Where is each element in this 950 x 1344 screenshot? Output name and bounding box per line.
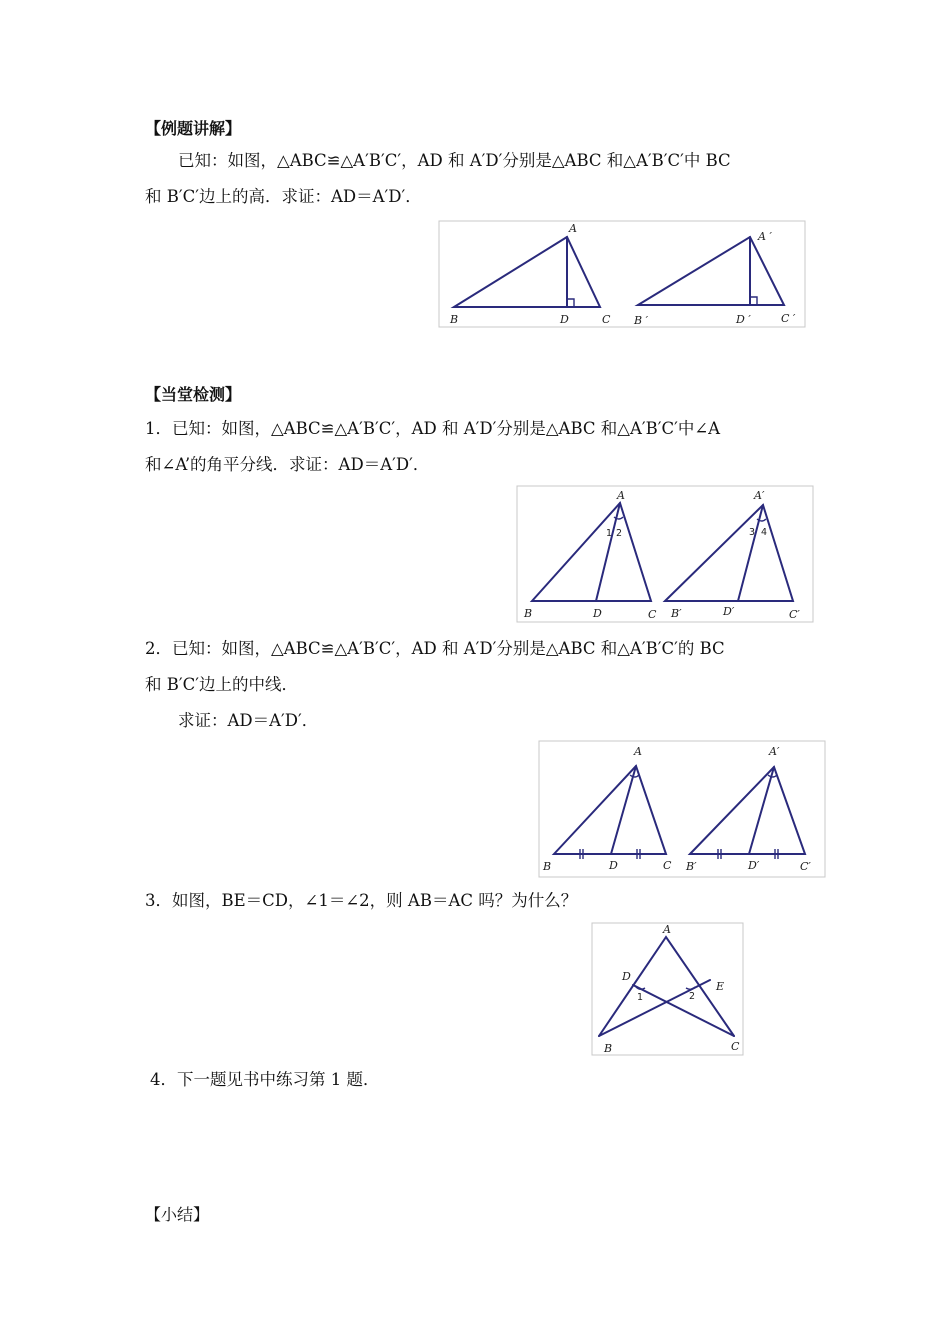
label-d: D bbox=[622, 970, 631, 983]
label-a-prime: A′ bbox=[769, 745, 780, 758]
label-c: C bbox=[663, 859, 672, 872]
label-d-prime: D′ bbox=[748, 859, 760, 872]
label-a: A bbox=[569, 222, 577, 235]
triangle-a2b2c2-bisector bbox=[665, 489, 800, 621]
label-c-prime: C ′ bbox=[781, 312, 796, 325]
label-b-prime: B ′ bbox=[634, 314, 649, 327]
angle-4: 4 bbox=[761, 527, 768, 538]
triangle-a2b2c2-median bbox=[685, 745, 811, 873]
q2-line2: 和 B′C′边上的中线． bbox=[145, 675, 298, 694]
label-e: E bbox=[716, 980, 725, 993]
angle-2: 2 bbox=[616, 528, 623, 539]
example-line2: 和 B′C′边上的高．求证：AD＝A′D′． bbox=[145, 187, 422, 206]
triangle-a2b2c2-altitude bbox=[633, 230, 796, 327]
label-b: B bbox=[543, 860, 552, 873]
triangle-abc-altitude bbox=[449, 222, 611, 326]
label-c: C bbox=[731, 1040, 740, 1053]
example-heading: 【例题讲解】 bbox=[145, 119, 242, 138]
label-d: D bbox=[609, 859, 618, 872]
label-a: A bbox=[617, 489, 625, 502]
q3-figure bbox=[591, 922, 746, 1058]
check-heading: 【当堂检测】 bbox=[145, 385, 242, 404]
q1-line2: 和∠A’的角平分线．求证：AD＝A′D′． bbox=[145, 455, 430, 474]
example-line1: 已知：如图，△ABC≌△A′B′C′，AD 和 A′D′分别是△ABC 和△A′B′C′中 BC bbox=[178, 151, 731, 170]
q2-line1: 2．已知：如图，△ABC≌△A′B′C′，AD 和 A′D′分别是△ABC 和△A′B′C′的 BC bbox=[145, 639, 725, 658]
label-a: A bbox=[663, 923, 671, 936]
angle-1: 1 bbox=[637, 992, 644, 1003]
label-d: D bbox=[593, 607, 602, 620]
label-d-prime: D ′ bbox=[736, 313, 751, 326]
label-d: D bbox=[560, 313, 569, 326]
triangle-abc-median bbox=[542, 745, 672, 873]
label-d-prime: D′ bbox=[723, 605, 735, 618]
crossing-triangles bbox=[599, 923, 740, 1055]
q2-figure bbox=[538, 740, 828, 880]
q4-line1: 4．下一题见书中练习第 1 题． bbox=[150, 1070, 380, 1089]
label-b: B bbox=[604, 1042, 613, 1055]
q1-line1: 1．已知：如图，△ABC≌△A′B′C′，AD 和 A′D′分别是△ABC 和△A′B′C′中∠A bbox=[145, 419, 721, 438]
q2-line3: 求证：AD＝A′D′． bbox=[178, 711, 319, 730]
label-c: C bbox=[648, 608, 657, 621]
label-c: C bbox=[602, 313, 611, 326]
label-a-prime: A ′ bbox=[758, 230, 772, 243]
label-a-prime: A′ bbox=[754, 489, 765, 502]
label-b-prime: B′ bbox=[686, 860, 697, 873]
triangle-abc-bisector bbox=[523, 489, 657, 621]
label-b-prime: B′ bbox=[671, 607, 682, 620]
example-figure bbox=[438, 220, 808, 330]
label-c-prime: C′ bbox=[789, 608, 800, 621]
angle-3: 3 bbox=[749, 527, 756, 538]
q3-line1: 3．如图，BE＝CD，∠1＝∠2，则 AB＝AC 吗？为什么？ bbox=[145, 891, 578, 910]
label-b: B bbox=[524, 607, 533, 620]
label-c-prime: C′ bbox=[800, 860, 811, 873]
summary-heading: 【小结】 bbox=[145, 1205, 210, 1224]
angle-2: 2 bbox=[689, 991, 696, 1002]
label-a: A bbox=[634, 745, 642, 758]
q1-figure bbox=[516, 485, 816, 625]
label-b: B bbox=[450, 313, 459, 326]
angle-1: 1 bbox=[606, 528, 613, 539]
figure-frame bbox=[539, 741, 825, 877]
